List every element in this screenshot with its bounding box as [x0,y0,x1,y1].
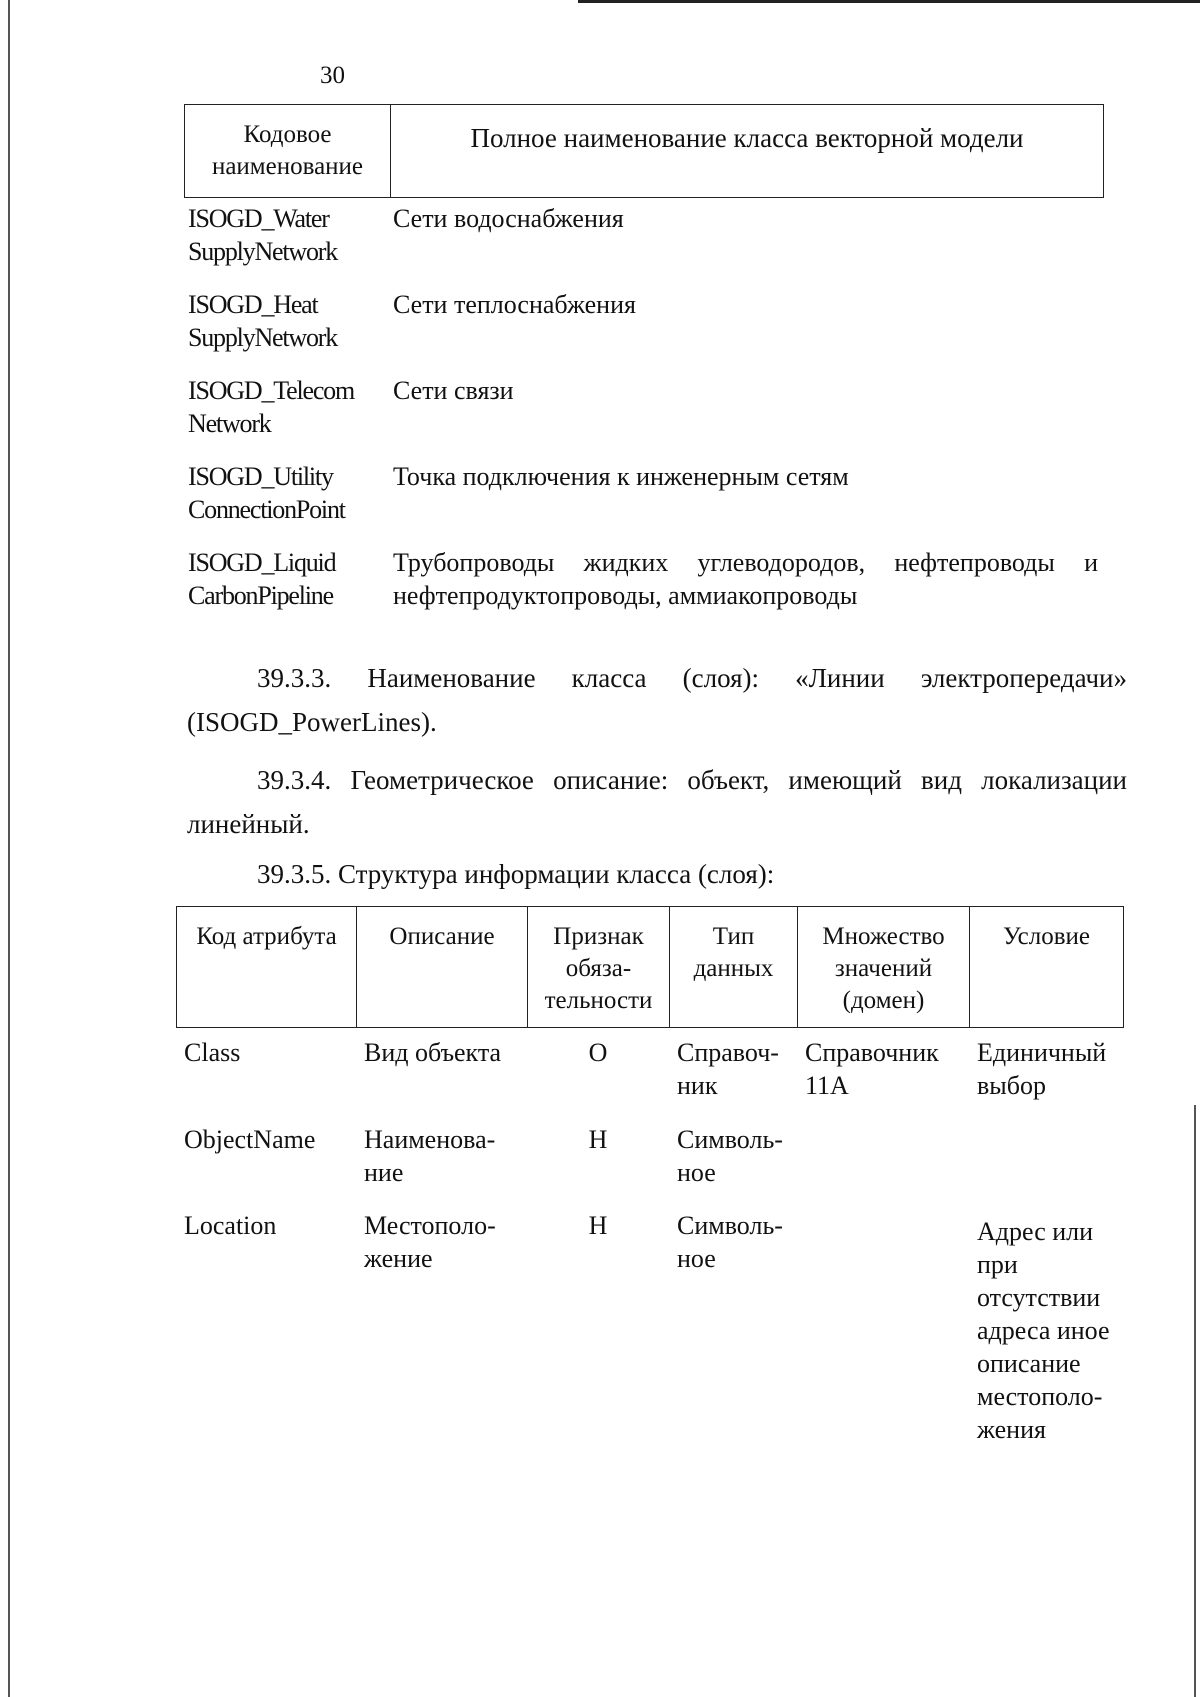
table-row [176,1209,1124,1446]
row-name: Сети теплоснабжения [393,290,636,319]
vector-class-table-header [184,104,1104,198]
attribute-table-header [176,906,1124,1028]
page-number: 30 [320,62,345,89]
row-name: Сети связи [393,376,514,405]
header-domain: Множество значений (домен) [798,907,970,1027]
row-code: ISOGD_Water SupplyNetwork [188,204,338,266]
row-code: ISOGD_Heat SupplyNetwork [188,290,338,352]
cell-data-type: Справоч- ник [677,1038,779,1100]
scan-border-left [8,0,10,1697]
paragraph-geometry-cont: линейный. [187,809,310,839]
table-row [188,202,1098,268]
header-description: Описание [357,907,528,1027]
table-row [176,1036,1124,1123]
cell-description: Местополо- жение [364,1211,496,1273]
cell-required: О [588,1038,608,1067]
paragraph-geometry: 39.3.4. Геометрическое описание: объект, имеющий вид локализации [257,765,1127,795]
table-row [176,1123,1124,1209]
cell-attr-code: Class [184,1038,241,1067]
cell-condition [969,1123,1124,1209]
table-row [188,288,1098,354]
cell-condition: Единичный выбор [977,1038,1107,1100]
paragraph-structure: 39.3.5. Структура информации класса (слоя): [257,859,775,889]
row-name: Точка подключения к инженерным сетям [393,462,849,491]
table-row [188,460,1098,526]
attribute-table-body [176,1036,1124,1446]
cell-description: Вид объекта [364,1038,502,1067]
table-row [188,546,1098,612]
cell-description: Наименова- ние [364,1125,496,1187]
cell-required: Н [588,1125,608,1154]
paragraph-class-name: 39.3.3. Наименование класса (слоя): «Линии электропередачи» [257,663,1127,693]
table-row [188,374,1098,440]
cell-condition: Адрес или при отсутствии адреса иное описание местополо- жения [977,1217,1110,1444]
cell-data-type: Символь- ное [677,1211,783,1273]
row-name: Трубопроводы жидких углеводородов, нефтепроводы и нефтепродуктопроводы, аммиакопроводы [393,548,1098,610]
header-data-type: Тип данных [670,907,798,1027]
cell-domain [797,1209,969,1446]
header-full-name: Полное наименование класса векторной модели [470,123,1024,153]
header-attr-code: Код атрибута [177,907,357,1027]
cell-attr-code: ObjectName [184,1125,316,1154]
cell-domain [797,1123,969,1209]
scan-border-top [578,0,1200,3]
paragraph-class-name-cont: (ISOGD_PowerLines). [187,707,437,737]
row-code: ISOGD_Utility ConnectionPoint [188,462,345,524]
header-condition: Условие [1002,923,1091,950]
row-code: ISOGD_Liquid CarbonPipeline [188,548,336,610]
cell-data-type: Символь- ное [677,1125,783,1187]
row-code: ISOGD_Telecom Network [188,376,354,438]
header-code-name: Кодовое наименование [185,105,391,197]
cell-required: Н [588,1211,608,1240]
scan-border-right [1194,1105,1196,1697]
cell-attr-code: Location [184,1211,277,1240]
row-name: Сети водоснабжения [393,204,624,233]
vector-class-table-body [188,202,1098,632]
header-required: Признак обяза- тельности [528,907,670,1027]
cell-domain: Справочник 11А [805,1038,939,1100]
